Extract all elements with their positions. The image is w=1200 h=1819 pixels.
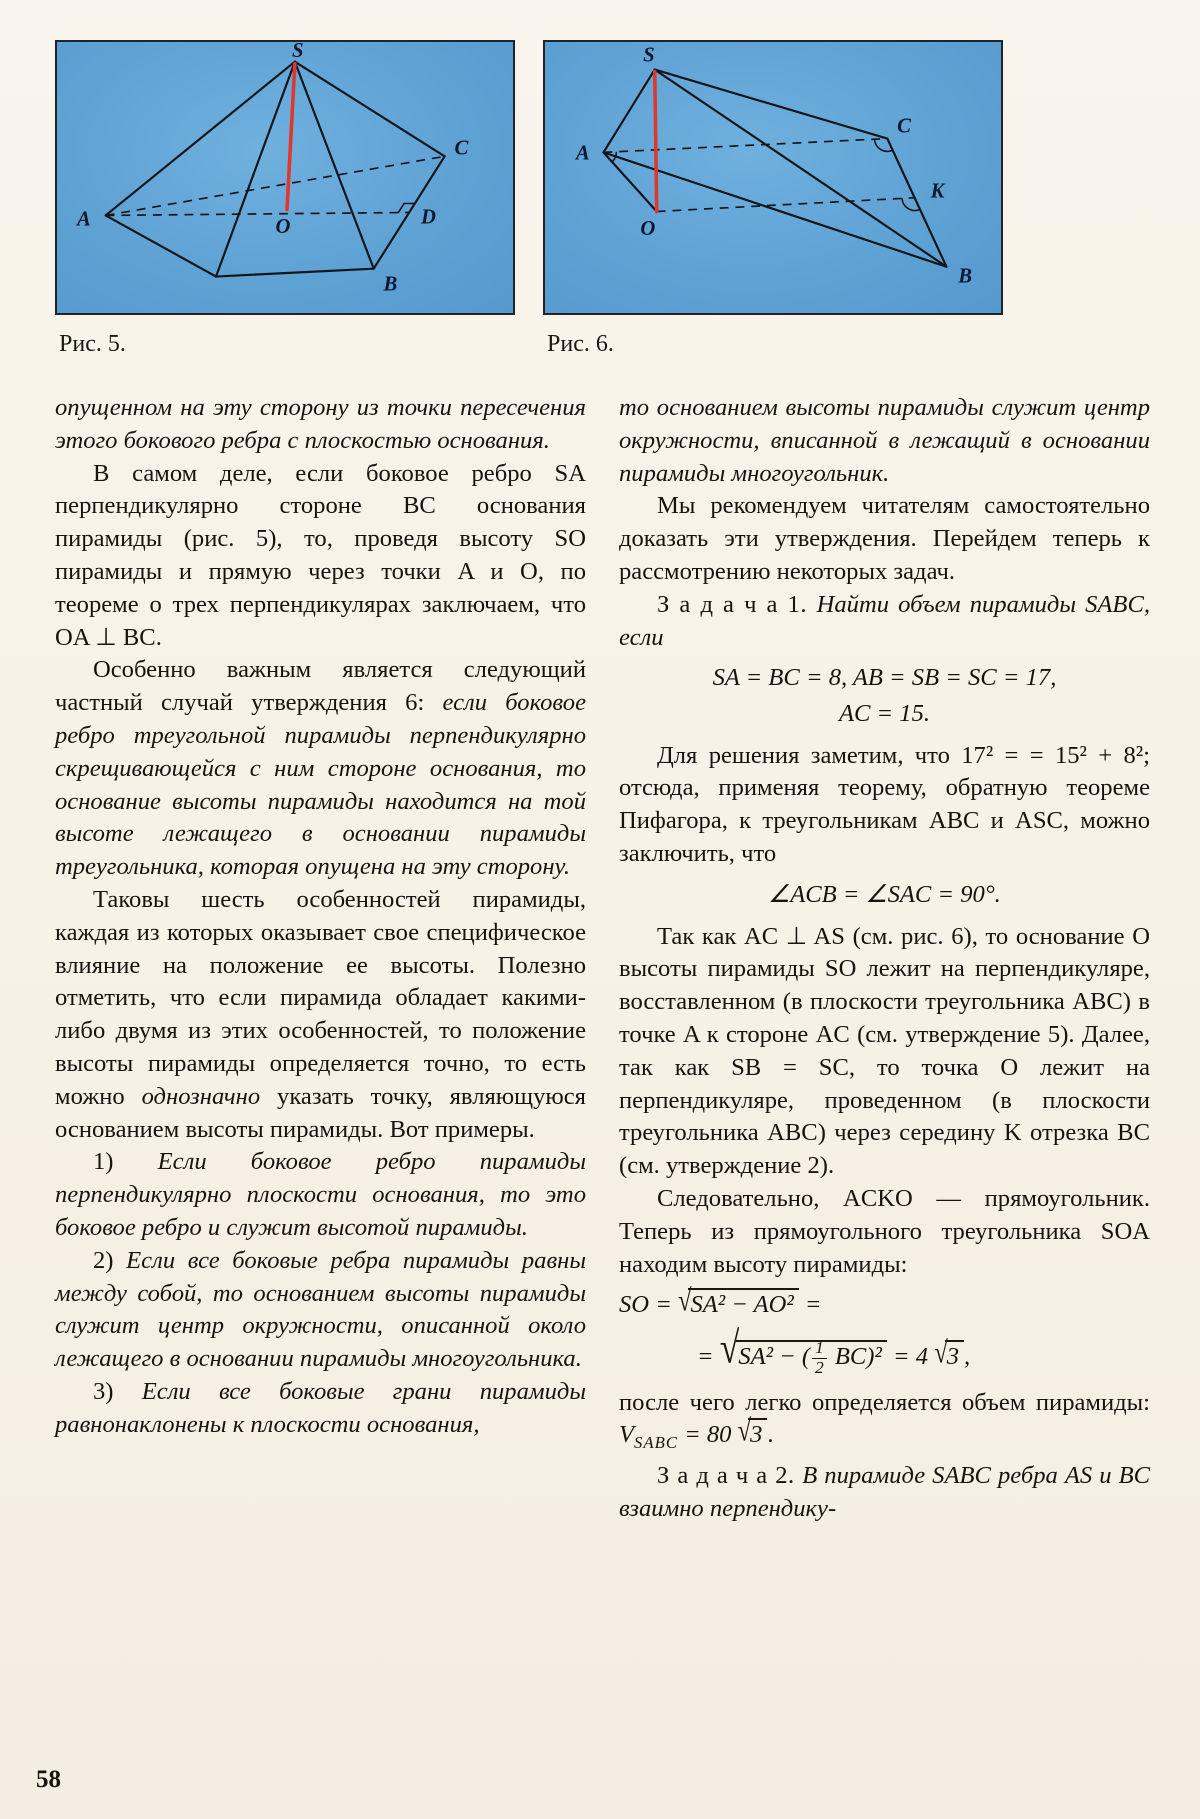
radicand: 3	[748, 1418, 767, 1448]
fig6-label-A: A	[575, 142, 590, 165]
text-columns	[55, 392, 1150, 1526]
paragraph	[55, 884, 586, 1146]
formula-line	[619, 1284, 1150, 1323]
paragraph: Следовательно, ACKO — прямоугольник. Теперь из прямоугольного треугольника SOA находим высоту пирамиды:	[619, 1184, 1150, 1278]
fig5-label-S: S	[292, 42, 304, 62]
list-number: 3)	[93, 1377, 142, 1405]
radicand	[736, 1338, 887, 1378]
text-run: SO =	[619, 1291, 678, 1319]
list-number: 2)	[93, 1246, 127, 1274]
text-run-italic: если боковое ребро треугольной пирамиды перпендикулярно скрещивающейся с ним стороне основания, то основание высоты пирамиды находится на той высоте лежащего в основании пирамиды треугольника, которая опущена на эту сторону.	[55, 689, 586, 881]
text-run: =	[798, 1291, 822, 1319]
paragraph: Мы рекомендуем читателям самостоятельно доказать эти утверждения. Перейдем теперь к рассмотрению некоторых задач.	[619, 492, 1150, 585]
text-run: Таковы шесть особенностей пирамиды, каждая из которых оказывает свое специфическое влияние на положение ее высоты. Полезно отметить, что если пирамида обладает какими-либо двумя из этих особенностей, то положение высоты пирамиды определяется точно, то есть можно	[55, 885, 586, 1110]
fig5-label-B: B	[383, 273, 398, 296]
fig5-label-O: O	[275, 216, 291, 239]
fig5-label-C: C	[454, 137, 469, 160]
text-run: =	[697, 1342, 720, 1370]
fig6-dashed-OK	[657, 198, 915, 212]
formula-angles: ∠ACB = ∠SAC = 90°.	[768, 880, 1001, 908]
fig6-label-K: K	[930, 180, 945, 203]
paragraph	[55, 654, 586, 884]
right-column	[619, 392, 1150, 1526]
fig6-label-C: C	[897, 115, 911, 138]
figure-5-caption: Рис. 5.	[59, 331, 126, 357]
list-item-1	[55, 1146, 586, 1244]
fig6-dashed-AC	[604, 139, 888, 153]
text-run-italic: Если боковое ребро пирамиды перпендикулярно плоскости основания, то это боковое ребро и служит высотой пирамиды.	[55, 1148, 586, 1241]
list-item-2	[55, 1245, 586, 1376]
fig6-label-B: B	[958, 265, 973, 288]
fig6-edge-SB	[655, 70, 947, 267]
fig5-edge-AE	[106, 215, 216, 276]
volume-subscript: SABC	[634, 1433, 678, 1453]
fig5-dashed-AD	[106, 212, 410, 215]
volume-symbol: V	[619, 1421, 635, 1449]
fraction-denominator: 2	[815, 1358, 824, 1378]
text-run: = 80	[677, 1421, 738, 1449]
fig6-height-SO	[655, 72, 657, 212]
text-run: .	[767, 1421, 774, 1449]
fig5-edge-SB	[295, 62, 374, 269]
text-run-italic: Если все боковые ребра пирамиды равны между собой, то основанием высоты пирамиды служит центр окружности, описанной около лежащего в основании пирамиды многоугольника.	[55, 1246, 586, 1373]
fig6-edge-SC	[655, 70, 888, 139]
text-run: указать точку, являющуюся основанием высоты пирамиды. Вот примеры.	[55, 1082, 586, 1143]
text-run: после чего легко определяется объем пирамиды:	[619, 1388, 1150, 1416]
formula-line: AC = 15.	[838, 700, 931, 728]
task-label: З а д а ч а 1.	[657, 590, 817, 618]
page-number: 58	[36, 1766, 61, 1793]
sqrt-sign: √	[934, 1336, 948, 1370]
figures-row	[55, 40, 1003, 358]
fig6-edge-SA	[604, 70, 655, 153]
task-label: З а д а ч а 2.	[657, 1462, 803, 1490]
formula-line: SA = BC = 8, AB = SB = SC = 17,	[712, 664, 1057, 692]
formula-height-SO	[619, 1284, 1150, 1378]
fig5-label-D: D	[420, 206, 436, 229]
list-item-3	[55, 1376, 586, 1442]
figure-6-drawing	[545, 42, 1001, 313]
paragraph	[619, 1387, 1150, 1461]
text-run: BC)²	[828, 1342, 882, 1370]
paragraph: Так как AC ⊥ AS (см. рис. 6), то основание O высоты пирамиды SO лежит на перпендикуляре, восставленном (в плоскости треугольника ABC) в точке A к стороне AC (см. утверждение 5). Далее, так как SB = SC, то точка O лежит на перпендикуляре, проведенном (в плоскости треугольника ABC) через середину K отрезка BC (см. утверждение 2).	[619, 922, 1150, 1180]
fig5-edge-EB	[216, 269, 374, 277]
fig5-dashed-AC	[106, 156, 445, 215]
sqrt-sign: √	[719, 1322, 740, 1373]
text-run: = 4	[886, 1342, 935, 1370]
fig6-label-S: S	[643, 44, 655, 67]
paragraph: Для решения заметим, что 17² = = 15² + 8²; отсюда, применяя теорему, обратную теореме Пифагора, к треугольникам ABC и ASC, можно заключить, что	[619, 741, 1150, 868]
text-run-italic: однозначно	[141, 1082, 261, 1110]
text-run: ,	[964, 1342, 971, 1370]
formula-line	[697, 1322, 1150, 1379]
list-number: 1)	[93, 1148, 158, 1176]
task-2-heading	[619, 1460, 1150, 1526]
fig5-height-SO	[287, 64, 295, 210]
text-run-italic: Если все боковые грани пирамиды равнонаклонены к плоскости основания,	[55, 1377, 586, 1438]
figure-5	[55, 40, 515, 358]
radicand: 3	[945, 1340, 964, 1370]
paragraph-continuation: то основанием высоты пирамиды служит центр окружности, вписанной в лежащий в основании пирамиды многоугольник.	[619, 394, 1150, 487]
task-statement: В пирамиде SABC ребра AS и BC взаимно перпендику-	[619, 1462, 1150, 1522]
radicand: SA² − AO²	[688, 1288, 798, 1318]
fig6-label-O: O	[640, 218, 656, 241]
paragraph-continuation: опущенном на эту сторону из точки пересечения этого бокового ребра с плоскостью основания.	[55, 394, 586, 454]
figure-6-canvas	[543, 40, 1003, 315]
task-1-heading	[619, 589, 1150, 655]
fig5-edge-SC	[295, 62, 445, 157]
figure-6-caption: Рис. 6.	[547, 331, 614, 357]
fraction-one-half	[812, 1339, 827, 1378]
figure-6	[543, 40, 1003, 358]
figure-5-canvas	[55, 40, 515, 315]
formula-task1-givens	[619, 660, 1150, 731]
text-run: SA² − (	[738, 1342, 811, 1370]
sqrt-sign: √	[677, 1284, 692, 1319]
paragraph: В самом деле, если боковое ребро SA перпендикулярно стороне BC основания пирамиды (рис. 5), то, проведя высоту SO пирамиды и прямую через точки A и O, по теореме о трех перпендикулярах заключаем, что OA ⊥ BC.	[55, 459, 586, 651]
task-statement: Найти объем пирамиды SABC, если	[619, 590, 1150, 651]
fig5-label-A: A	[77, 208, 91, 231]
text-run: Особенно важным является следующий частный случай утверждения 6:	[55, 656, 586, 717]
figure-5-drawing	[57, 42, 513, 313]
fraction-numerator: 1	[812, 1339, 827, 1359]
left-column	[55, 392, 586, 1526]
sqrt-sign: √	[737, 1414, 752, 1449]
